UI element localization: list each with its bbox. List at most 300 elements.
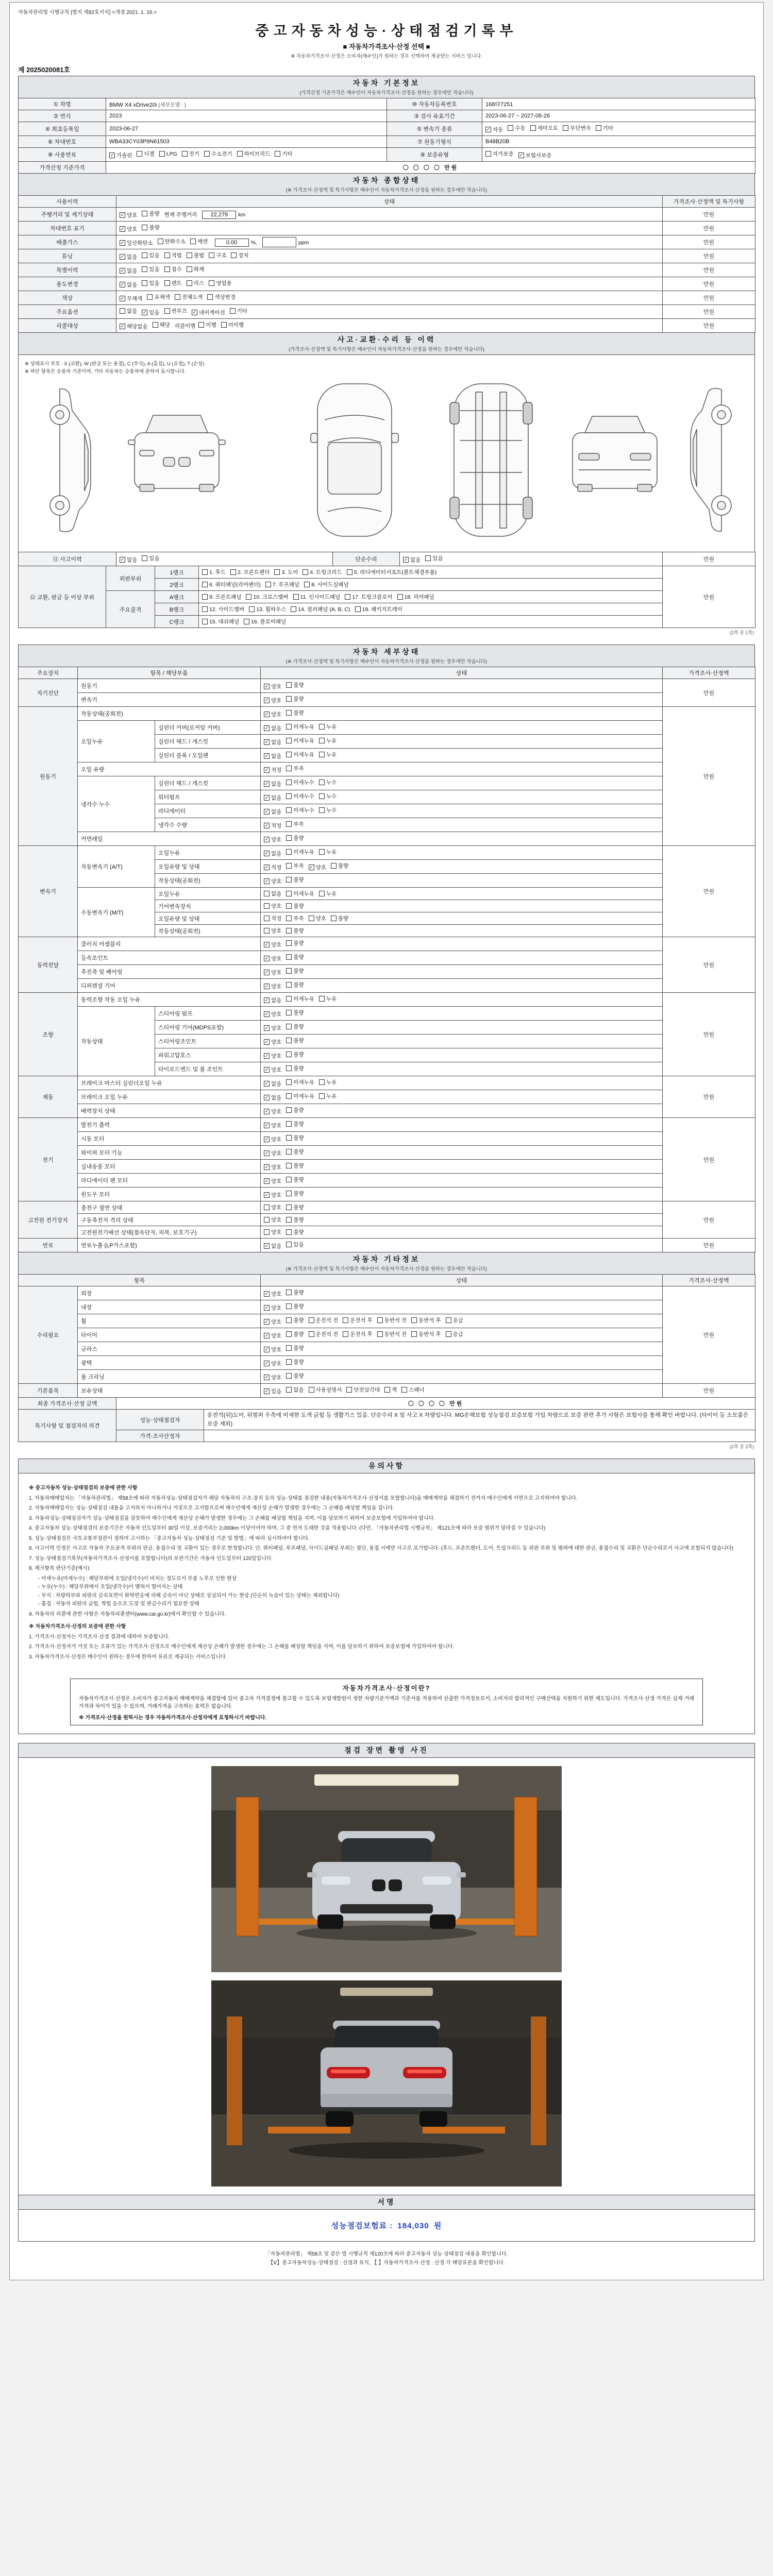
checkbox-checked[interactable] bbox=[264, 1318, 281, 1326]
checkbox-unchecked[interactable] bbox=[286, 1316, 304, 1324]
checkbox-checked[interactable] bbox=[264, 724, 281, 732]
detail-row bbox=[19, 1090, 755, 1104]
checkbox-box bbox=[244, 619, 249, 624]
subitem-label: 작동상태(공회전) bbox=[155, 874, 261, 888]
checkbox-label: 4. 트렁크리드 bbox=[310, 569, 342, 575]
checkbox-unchecked[interactable] bbox=[286, 765, 304, 772]
checkbox-unchecked[interactable] bbox=[319, 1092, 337, 1100]
checkbox-unchecked[interactable] bbox=[286, 914, 304, 922]
checkbox-unchecked[interactable] bbox=[142, 279, 159, 287]
checkbox-label: 있음 bbox=[149, 555, 160, 562]
checkbox-unchecked[interactable] bbox=[291, 605, 350, 613]
checkbox-unchecked[interactable] bbox=[274, 568, 298, 576]
checkbox-unchecked[interactable] bbox=[446, 1330, 463, 1338]
checkbox-unchecked[interactable] bbox=[286, 1064, 304, 1072]
checkbox-unchecked[interactable] bbox=[319, 995, 337, 1003]
checkbox-checked[interactable] bbox=[120, 253, 137, 261]
checkbox-unchecked[interactable] bbox=[286, 1106, 304, 1114]
checkbox-unchecked[interactable] bbox=[142, 224, 159, 231]
checkbox-unchecked[interactable] bbox=[343, 1316, 373, 1324]
checkbox-box bbox=[303, 569, 308, 575]
checkbox-unchecked[interactable] bbox=[508, 124, 525, 132]
checkbox-unchecked[interactable] bbox=[142, 210, 159, 217]
checkbox-box bbox=[120, 308, 125, 314]
checkbox-checked[interactable] bbox=[120, 267, 137, 275]
checkbox-unchecked[interactable] bbox=[347, 568, 437, 576]
checkbox-label: 누수 bbox=[326, 793, 337, 800]
checkbox-checked[interactable] bbox=[264, 683, 281, 690]
checkbox-unchecked[interactable] bbox=[159, 151, 177, 157]
checkbox-unchecked[interactable] bbox=[142, 554, 159, 562]
checkbox-unchecked[interactable] bbox=[384, 1386, 397, 1394]
checkbox-unchecked[interactable] bbox=[264, 890, 281, 897]
checkbox-unchecked[interactable] bbox=[137, 150, 154, 158]
checkbox-label: 기타 bbox=[282, 151, 293, 157]
checkbox-unchecked[interactable] bbox=[286, 1216, 304, 1224]
checkbox-unchecked[interactable] bbox=[230, 307, 247, 315]
checkbox-unchecked[interactable] bbox=[286, 681, 304, 689]
checkbox-label: 없음 bbox=[271, 725, 282, 732]
table-row bbox=[19, 552, 755, 566]
checkbox-unchecked[interactable] bbox=[286, 737, 314, 744]
checkbox-unchecked[interactable] bbox=[286, 1148, 304, 1156]
checkbox-label: 미세누수 bbox=[293, 807, 314, 814]
checkbox-label: 전기 bbox=[189, 151, 200, 157]
checkbox-unchecked[interactable] bbox=[596, 124, 613, 132]
checkbox-checked[interactable] bbox=[264, 1346, 281, 1353]
checkbox-unchecked[interactable] bbox=[345, 593, 392, 601]
checkbox-checked[interactable] bbox=[264, 850, 281, 857]
checkbox-box: ✓ bbox=[264, 865, 269, 870]
checkbox-box bbox=[401, 1387, 407, 1393]
checkbox-unchecked[interactable] bbox=[309, 1386, 342, 1394]
checkbox-checked[interactable] bbox=[264, 969, 281, 976]
checkbox-unchecked[interactable] bbox=[319, 737, 337, 744]
checkbox-checked[interactable] bbox=[264, 1024, 281, 1032]
section-note: (※ 가격조사·산정액 및 특기사항은 매수인이 자동차가격조사·산정을 원하는 경우에만 적습니다) bbox=[285, 659, 488, 665]
checkbox-checked[interactable] bbox=[109, 151, 132, 159]
checkbox-unchecked[interactable] bbox=[309, 914, 326, 922]
checkbox-label: 7. 루프패널 bbox=[272, 582, 300, 588]
checkbox-checked[interactable] bbox=[264, 1094, 281, 1101]
checkbox-checked[interactable] bbox=[264, 955, 281, 962]
detail-row bbox=[19, 832, 755, 846]
checkbox-unchecked[interactable] bbox=[286, 1190, 304, 1197]
checkbox-unchecked[interactable] bbox=[343, 1330, 373, 1338]
checkbox-checked[interactable] bbox=[120, 239, 153, 247]
checkbox-unchecked[interactable] bbox=[164, 279, 182, 287]
checkbox-box: ✓ bbox=[264, 1137, 269, 1142]
checkbox-unchecked[interactable] bbox=[275, 150, 292, 158]
checkbox-unchecked[interactable] bbox=[286, 751, 314, 758]
checkbox-box bbox=[286, 724, 292, 730]
checkbox-unchecked[interactable] bbox=[286, 1228, 304, 1236]
checkbox-unchecked[interactable] bbox=[355, 605, 402, 613]
checkbox-unchecked[interactable] bbox=[401, 1386, 424, 1394]
checkbox-unchecked[interactable] bbox=[286, 1372, 304, 1380]
checkbox-checked[interactable] bbox=[264, 1290, 281, 1298]
checkbox-unchecked[interactable] bbox=[286, 792, 314, 800]
detail-row bbox=[19, 951, 755, 965]
checkbox-unchecked[interactable] bbox=[264, 1204, 281, 1211]
fee-label: 성능점검보험료 : bbox=[331, 2222, 393, 2230]
checkbox-label: 불량 bbox=[293, 968, 304, 974]
checkbox-unchecked[interactable] bbox=[286, 967, 304, 975]
checkbox-unchecked[interactable] bbox=[264, 1228, 281, 1236]
checkbox-box: ✓ bbox=[264, 1039, 269, 1044]
checkbox-unchecked[interactable] bbox=[249, 605, 286, 613]
checkbox-box bbox=[286, 1010, 292, 1015]
checkbox-unchecked[interactable] bbox=[411, 1330, 441, 1338]
checkbox-unchecked[interactable] bbox=[286, 981, 304, 989]
checkbox-checked[interactable] bbox=[192, 309, 225, 316]
checkbox-unchecked[interactable] bbox=[175, 293, 203, 301]
checkbox-checked[interactable] bbox=[142, 309, 159, 316]
checkbox-unchecked[interactable] bbox=[331, 862, 348, 870]
checkbox-unchecked[interactable] bbox=[190, 238, 208, 245]
checkbox-checked[interactable] bbox=[518, 151, 552, 159]
checkbox-checked[interactable] bbox=[120, 225, 137, 233]
checkbox-unchecked[interactable] bbox=[158, 238, 186, 245]
checkbox-box bbox=[286, 877, 292, 883]
checkbox-unchecked[interactable] bbox=[237, 150, 271, 158]
checkbox-checked[interactable] bbox=[264, 1374, 281, 1381]
checkbox-checked[interactable] bbox=[264, 752, 281, 760]
checkbox-unchecked[interactable] bbox=[286, 1134, 304, 1142]
checkbox-unchecked[interactable] bbox=[202, 618, 239, 625]
checkbox-unchecked[interactable] bbox=[147, 293, 170, 301]
checkbox-unchecked[interactable] bbox=[286, 1358, 304, 1366]
checkbox-checked[interactable] bbox=[264, 1122, 281, 1129]
checkbox-unchecked[interactable] bbox=[319, 890, 337, 897]
checkbox-unchecked[interactable] bbox=[286, 1302, 304, 1310]
table-row bbox=[19, 98, 755, 110]
checkbox-checked[interactable] bbox=[485, 126, 503, 133]
field-label: ⑤ 변속기 종류 bbox=[387, 122, 482, 136]
checkbox-checked[interactable] bbox=[264, 1066, 281, 1074]
checkbox-unchecked[interactable] bbox=[142, 251, 159, 259]
checkbox-box bbox=[377, 1317, 383, 1323]
checkbox-checked[interactable] bbox=[264, 1038, 281, 1046]
checkbox-unchecked[interactable] bbox=[286, 695, 304, 703]
checkbox-checked[interactable] bbox=[264, 1163, 281, 1171]
checkbox-unchecked[interactable] bbox=[286, 1176, 304, 1183]
checkbox-box bbox=[377, 1331, 383, 1337]
checkbox-unchecked[interactable] bbox=[286, 862, 304, 870]
checkbox-unchecked[interactable] bbox=[319, 1078, 337, 1086]
checkbox-unchecked[interactable] bbox=[286, 1386, 304, 1394]
notice-item: 3. 자동차성능·상태점검자가 성능·상태점검을 잘못하여 매수인에게 재산상 손해가 발생한 경우에는 그 손해를 배상할 책임을 지며, 이를 담보하기 위하여 보증보험에 가입하여야 합니다. bbox=[29, 1515, 435, 1521]
checkbox-unchecked[interactable] bbox=[286, 1241, 304, 1248]
section-note: (※ 가격조사·산정액 및 특기사항은 매수인이 자동차가격조사·산정을 원하는 경우에만 적습니다) bbox=[285, 1266, 488, 1272]
checkbox-unchecked[interactable] bbox=[187, 251, 204, 259]
rank-label: A랭크 bbox=[155, 591, 199, 603]
checkbox-box: ✓ bbox=[264, 781, 269, 786]
checkbox-unchecked[interactable] bbox=[563, 124, 591, 132]
state-cell bbox=[261, 790, 663, 804]
checkbox-unchecked[interactable] bbox=[202, 581, 261, 588]
checkbox-unchecked[interactable] bbox=[286, 1037, 304, 1044]
checkbox-checked[interactable] bbox=[264, 1080, 281, 1088]
checkbox-unchecked[interactable] bbox=[319, 778, 337, 786]
checkbox-unchecked[interactable] bbox=[425, 554, 443, 562]
checkbox-unchecked[interactable] bbox=[231, 251, 248, 259]
inspector-label: 성능·상태점검자 bbox=[116, 1410, 204, 1430]
checkbox-checked[interactable] bbox=[264, 1010, 281, 1018]
checkbox-unchecked[interactable] bbox=[198, 321, 216, 329]
checkbox-unchecked[interactable] bbox=[286, 1092, 314, 1100]
checkbox-unchecked[interactable] bbox=[244, 618, 286, 625]
checkbox-box bbox=[230, 569, 236, 575]
checkbox-box bbox=[319, 1079, 325, 1085]
detail-row bbox=[19, 1286, 755, 1300]
detail-row bbox=[19, 1132, 755, 1146]
checkbox-unchecked[interactable] bbox=[319, 792, 337, 800]
footer bbox=[18, 2250, 755, 2267]
checkbox-unchecked[interactable] bbox=[120, 307, 137, 315]
checkbox-unchecked[interactable] bbox=[286, 1078, 314, 1086]
checkbox-checked[interactable] bbox=[403, 556, 421, 564]
checkbox-unchecked[interactable] bbox=[286, 820, 304, 828]
checkbox-unchecked[interactable] bbox=[204, 150, 232, 158]
checkbox-unchecked[interactable] bbox=[265, 581, 299, 588]
state-cell bbox=[261, 804, 663, 818]
checkbox-unchecked[interactable] bbox=[202, 605, 244, 613]
checkbox-label: 동반석 전 bbox=[384, 1331, 407, 1337]
item-label: 와이퍼 모터 기능 bbox=[78, 1146, 261, 1160]
subitem-label: 실린더 블록 / 오일팬 bbox=[155, 749, 261, 762]
checkbox-unchecked[interactable] bbox=[304, 581, 349, 588]
checkbox-unchecked[interactable] bbox=[286, 709, 304, 717]
checkbox-checked[interactable] bbox=[264, 1360, 281, 1367]
checkbox-label: 19. 패키지트레이 bbox=[362, 606, 402, 613]
checkbox-checked[interactable] bbox=[264, 996, 281, 1004]
summary-row bbox=[19, 319, 755, 333]
checkbox-checked[interactable] bbox=[264, 1304, 281, 1312]
checkbox-box bbox=[286, 1093, 292, 1099]
checkbox-label: 수동 bbox=[515, 125, 526, 131]
checkbox-unchecked[interactable] bbox=[446, 1316, 463, 1324]
accident-history-label: ⑪ 사고이력 bbox=[19, 552, 116, 566]
item-label: 특별이력 bbox=[19, 263, 116, 277]
notice-subitem: - 부식 : 차량하부와 외판의 금속표면이 화학반응에 의해 금속이 아닌 상태로 상실되어 가는 현상 (단순히 녹슬어 있는 상태는 제외합니다) bbox=[38, 1592, 340, 1599]
checkbox-unchecked[interactable] bbox=[286, 1204, 304, 1211]
checkbox-box bbox=[309, 1387, 314, 1393]
checkbox-unchecked[interactable] bbox=[286, 927, 304, 935]
checkbox-label: 응급 bbox=[452, 1317, 463, 1324]
checkbox-unchecked[interactable] bbox=[286, 1289, 304, 1296]
field-label: ② 연식 bbox=[19, 110, 106, 122]
checkbox-unchecked[interactable] bbox=[286, 723, 314, 731]
checkbox-unchecked[interactable] bbox=[303, 568, 342, 576]
checkbox-checked[interactable] bbox=[264, 1191, 281, 1199]
detail-row bbox=[19, 1370, 755, 1384]
checkbox-unchecked[interactable] bbox=[286, 953, 304, 961]
checkbox-checked[interactable] bbox=[120, 323, 148, 330]
checkbox-checked[interactable] bbox=[264, 822, 281, 829]
checkbox-unchecked[interactable] bbox=[286, 902, 304, 910]
checkbox-checked[interactable] bbox=[264, 836, 281, 843]
checkbox-unchecked[interactable] bbox=[164, 265, 182, 273]
checkbox-label: 불량 bbox=[293, 1121, 304, 1127]
checkbox-unchecked[interactable] bbox=[377, 1316, 407, 1324]
state-cell bbox=[261, 900, 663, 912]
checkbox-checked[interactable] bbox=[264, 1108, 281, 1115]
checkbox-checked[interactable] bbox=[264, 1052, 281, 1060]
checkbox-label: 1. 후드 bbox=[209, 569, 226, 575]
checkbox-box: ✓ bbox=[264, 984, 269, 989]
checkbox-label: 양호 bbox=[315, 916, 326, 922]
checkbox-label: 적정 bbox=[271, 916, 282, 922]
checkbox-label: 장치 bbox=[238, 252, 249, 259]
checkbox-checked[interactable] bbox=[264, 1332, 281, 1340]
state-cell bbox=[261, 721, 663, 735]
column-header: 주요장치 bbox=[19, 667, 78, 679]
checkbox-unchecked[interactable] bbox=[246, 593, 288, 601]
checkbox-box bbox=[286, 996, 292, 1002]
checkbox-box bbox=[264, 916, 270, 921]
checkbox-label: 양호 bbox=[271, 711, 282, 718]
checkbox-unchecked[interactable] bbox=[411, 1316, 441, 1324]
checkbox-unchecked[interactable] bbox=[319, 723, 337, 731]
checkbox-unchecked[interactable] bbox=[209, 279, 231, 287]
checkbox-unchecked[interactable] bbox=[286, 1023, 304, 1030]
checkbox-box bbox=[286, 1038, 292, 1043]
checkbox-unchecked[interactable] bbox=[293, 593, 341, 601]
checkbox-checked[interactable] bbox=[264, 766, 281, 774]
checkbox-label: 불량 bbox=[338, 916, 349, 922]
checkbox-box bbox=[345, 594, 350, 600]
checkbox-unchecked[interactable] bbox=[153, 321, 170, 329]
checkbox-checked[interactable] bbox=[309, 863, 326, 871]
infobox-text: 자동차가격조사·산정은 소비자가 중고자동차 매매계약을 체결함에 있어 중고차 가격결정에 참고할 수 있도록 보험개발원이 정한 차량기준가액과 기준서를 적용하여 산출한 가격정보로서, 소비자의 합리적인 구매선택을 지원하기 위한 제도입니다. 가격조사·산정 가격은 실제 거래가격과 차이가 있을 수 있으며, 거래가격을 구속하는 효력은 없습니다. bbox=[78, 1696, 695, 1709]
state-cell bbox=[116, 208, 663, 222]
checkbox-checked[interactable] bbox=[264, 1387, 281, 1395]
checkbox-label: 전체도색 bbox=[181, 294, 203, 300]
checkbox-checked[interactable] bbox=[264, 1242, 281, 1250]
checkbox-checked[interactable] bbox=[264, 982, 281, 990]
checkbox-label: 안전삼각대 bbox=[354, 1387, 380, 1393]
checkbox-unchecked[interactable] bbox=[286, 834, 304, 842]
checkbox-unchecked[interactable] bbox=[264, 914, 281, 922]
checkbox-box: ✓ bbox=[264, 1347, 269, 1352]
checkbox-unchecked[interactable] bbox=[286, 1344, 304, 1352]
checkbox-checked[interactable] bbox=[264, 780, 281, 788]
checkbox-unchecked[interactable] bbox=[319, 751, 337, 758]
checkbox-label: 불량 bbox=[293, 1373, 304, 1379]
checkbox-unchecked[interactable] bbox=[264, 927, 281, 935]
state-cell bbox=[261, 679, 663, 693]
checkbox-unchecked[interactable] bbox=[286, 1330, 304, 1338]
checkbox-checked[interactable] bbox=[264, 1136, 281, 1143]
detail-row bbox=[19, 1314, 755, 1328]
table-row bbox=[19, 110, 755, 122]
state-cell bbox=[261, 762, 663, 776]
state-cell bbox=[261, 1286, 663, 1300]
checkbox-unchecked[interactable] bbox=[319, 848, 337, 856]
checkbox-checked[interactable] bbox=[264, 794, 281, 802]
checkbox-unchecked[interactable] bbox=[187, 265, 204, 273]
state-cell bbox=[261, 707, 663, 721]
checkbox-checked[interactable] bbox=[264, 808, 281, 816]
checkbox-checked[interactable] bbox=[264, 738, 281, 746]
checkbox-unchecked[interactable] bbox=[187, 279, 204, 287]
value-box: 22,279 bbox=[202, 211, 236, 219]
checkbox-checked[interactable] bbox=[264, 710, 281, 718]
checkbox-label: 없음 bbox=[271, 1081, 282, 1087]
checkbox-checked[interactable] bbox=[264, 1149, 281, 1157]
checkbox-unchecked[interactable] bbox=[164, 307, 187, 315]
price-cell: 만원 bbox=[663, 1201, 755, 1239]
checkbox-checked[interactable] bbox=[120, 281, 137, 289]
checkbox-unchecked[interactable] bbox=[485, 150, 514, 158]
checkbox-unchecked[interactable] bbox=[202, 593, 241, 601]
checkbox-checked[interactable] bbox=[264, 877, 281, 885]
checkbox-unchecked[interactable] bbox=[309, 1316, 339, 1324]
car-submodel: (세부모델 : ) bbox=[158, 102, 186, 108]
checkbox-unchecked[interactable] bbox=[286, 1120, 304, 1128]
checkbox-unchecked[interactable] bbox=[264, 902, 281, 910]
checkbox-unchecked[interactable] bbox=[286, 939, 304, 947]
checkbox-unchecked[interactable] bbox=[286, 848, 314, 856]
checkbox-checked[interactable] bbox=[120, 556, 137, 564]
checkbox-checked[interactable] bbox=[264, 863, 281, 871]
checkbox-unchecked[interactable] bbox=[286, 1050, 304, 1058]
checkbox-unchecked[interactable] bbox=[182, 150, 199, 158]
checkbox-unchecked[interactable] bbox=[397, 593, 434, 601]
checkbox-unchecked[interactable] bbox=[286, 806, 314, 814]
fuel-checks bbox=[106, 148, 387, 162]
checkbox-unchecked[interactable] bbox=[286, 995, 314, 1003]
checkbox-unchecked[interactable] bbox=[164, 251, 182, 259]
checkbox-unchecked[interactable] bbox=[142, 265, 159, 273]
checkbox-checked[interactable] bbox=[264, 941, 281, 948]
checkbox-checked[interactable] bbox=[264, 697, 281, 704]
checkbox-unchecked[interactable] bbox=[309, 1330, 339, 1338]
checkbox-unchecked[interactable] bbox=[264, 1216, 281, 1224]
checkbox-unchecked[interactable] bbox=[286, 876, 304, 884]
checkbox-box: ✓ bbox=[309, 865, 313, 870]
checkbox-unchecked[interactable] bbox=[286, 890, 314, 897]
checkbox-unchecked[interactable] bbox=[221, 321, 244, 329]
price-cell: 만원 bbox=[663, 566, 755, 628]
checkbox-unchecked[interactable] bbox=[319, 806, 337, 814]
checkbox-checked[interactable] bbox=[264, 1177, 281, 1185]
checkbox-unchecked[interactable] bbox=[202, 568, 226, 576]
checkbox-unchecked[interactable] bbox=[377, 1330, 407, 1338]
state-cell bbox=[116, 319, 663, 333]
checkbox-unchecked[interactable] bbox=[286, 1162, 304, 1170]
checkbox-unchecked[interactable] bbox=[230, 568, 270, 576]
checkbox-unchecked[interactable] bbox=[331, 914, 348, 922]
checkbox-label: 적정 bbox=[271, 823, 282, 829]
checkbox-checked[interactable] bbox=[120, 211, 137, 219]
checkbox-unchecked[interactable] bbox=[209, 251, 226, 259]
checkbox-box: ✓ bbox=[264, 1178, 269, 1183]
checkbox-label: 불량 bbox=[293, 835, 304, 841]
checkbox-unchecked[interactable] bbox=[286, 778, 314, 786]
checkbox-box bbox=[204, 151, 210, 157]
checkbox-checked[interactable] bbox=[120, 295, 142, 302]
checkbox-unchecked[interactable] bbox=[207, 293, 236, 301]
checkbox-box bbox=[142, 280, 147, 286]
checkbox-label: 응급 bbox=[452, 1331, 463, 1337]
checkbox-unchecked[interactable] bbox=[346, 1386, 380, 1394]
checkbox-unchecked[interactable] bbox=[286, 1009, 304, 1016]
checkbox-box bbox=[286, 863, 292, 869]
section-bar-accident bbox=[18, 332, 755, 355]
checkbox-unchecked[interactable] bbox=[530, 124, 559, 132]
